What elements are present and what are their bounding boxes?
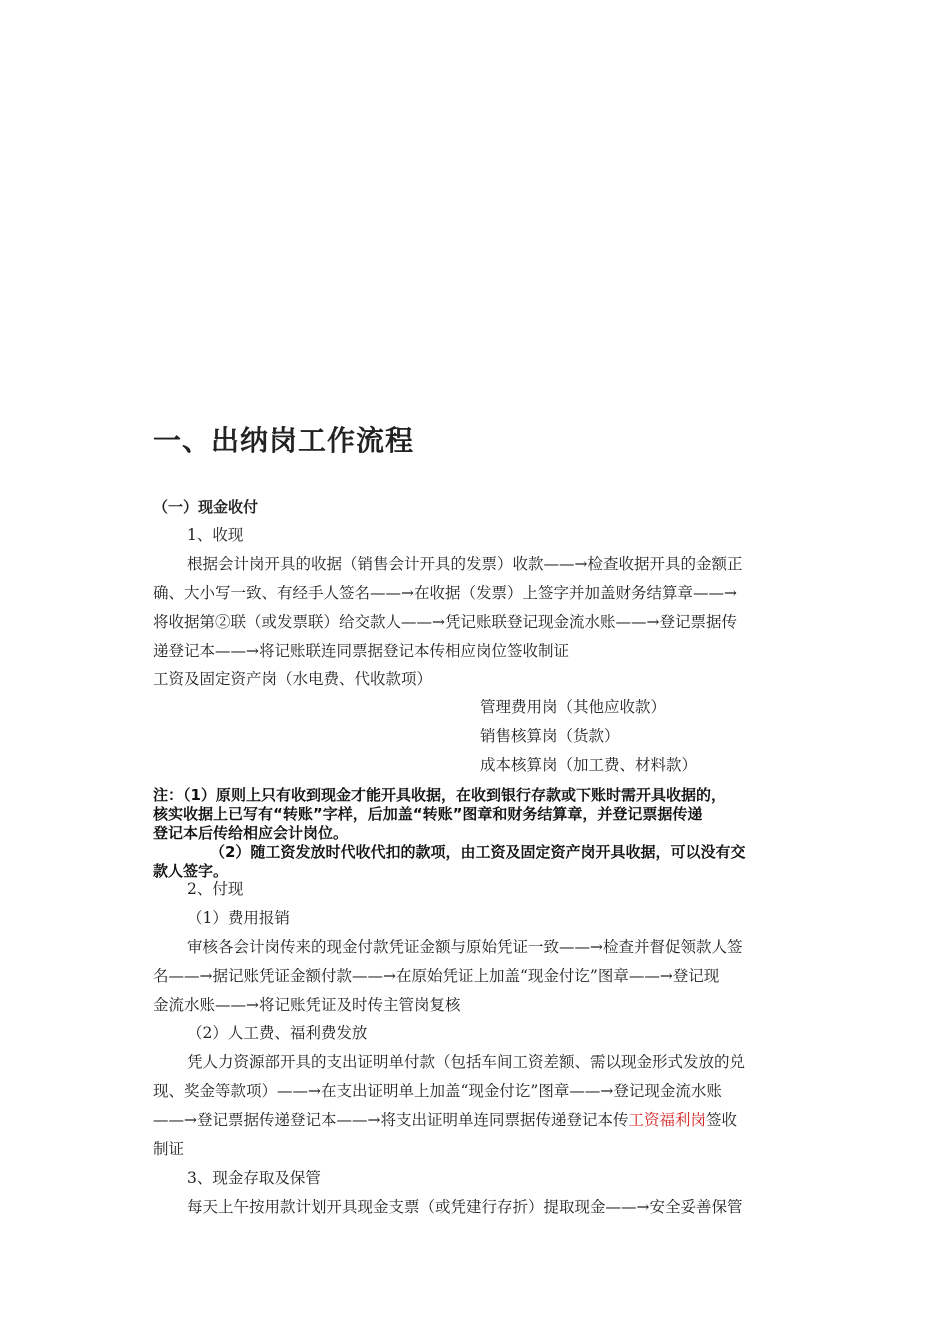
note-line: 核实收据上已写有“转账”字样，后加盖“转账”图章和财务结算章，并登记票据传递: [153, 805, 703, 823]
pay-sub2-heading: （2）人工费、福利费发放: [187, 1024, 368, 1042]
page-title: 一、出纳岗工作流程: [153, 424, 415, 457]
paragraph-line: 审核各会计岗传来的现金付款凭证金额与原始凭证一致——→检查并督促领款人签: [187, 938, 743, 956]
storage-heading: 3、现金存取及保管: [187, 1169, 321, 1187]
post-item: 销售核算岗（货款）: [480, 727, 620, 745]
paragraph-line: 根据会计岗开具的收据（销售会计开具的发票）收款——→检查收据开具的金额正: [187, 555, 743, 573]
paragraph-line: 名——→据记账凭证金额付款——→在原始凭证上加盖“现金付讫”图章——→登记现: [153, 967, 720, 985]
note-line: 注：（1）原则上只有收到现金才能开具收据，在收到银行存款或下账时需开具收据的，: [153, 786, 726, 804]
note-line: （2）随工资发放时代收代扣的款项，由工资及固定资产岗开具收据，可以没有交: [210, 843, 746, 861]
paragraph-line: 确、大小写一致、有经手人签名——→在收据（发票）上签字并加盖财务结算章——→: [153, 584, 737, 602]
post-item: 成本核算岗（加工费、材料款）: [480, 756, 698, 774]
pay-sub1-heading: （1）费用报销: [187, 909, 290, 927]
paragraph-line: 递登记本——→将记账联连同票据登记本传相应岗位签收制证: [153, 642, 569, 660]
receive-heading: 1、收现: [187, 526, 244, 544]
paragraph-line: 凭人力资源部开具的支出证明单付款（包括车间工资差额、需以现金形式发放的兑: [187, 1053, 746, 1071]
paragraph-line: 现、奖金等款项）——→在支出证明单上加盖“现金付讫”图章——→登记现金流水账: [153, 1082, 722, 1100]
paragraph-line: 每天上午按用款计划开具现金支票（或凭建行存折）提取现金——→安全妥善保管: [187, 1198, 743, 1216]
paragraph-line: 将收据第②联（或发票联）给交款人——→凭记账联登记现金流水账——→登记票据传: [153, 613, 737, 631]
note-line: 登记本后传给相应会计岗位。: [153, 824, 349, 842]
pay-heading: 2、付现: [187, 880, 244, 898]
paragraph-line: 制证: [153, 1140, 185, 1158]
post-item: 管理费用岗（其他应收款）: [480, 698, 667, 716]
highlighted-post: 工资福利岗: [628, 1111, 706, 1129]
note-line: 款人签字。: [153, 862, 229, 880]
line-text: 签收: [706, 1111, 738, 1129]
line-text: ——→登记票据传递登记本——→将支出证明单连同票据传递登记本传: [153, 1111, 629, 1129]
paragraph-line: 金流水账——→将记账凭证及时传主管岗复核: [153, 996, 461, 1014]
post-item: 工资及固定资产岗（水电费、代收款项）: [153, 670, 433, 688]
section-heading: （一）现金收付: [153, 498, 259, 516]
paragraph-line: [153, 1106, 737, 1135]
